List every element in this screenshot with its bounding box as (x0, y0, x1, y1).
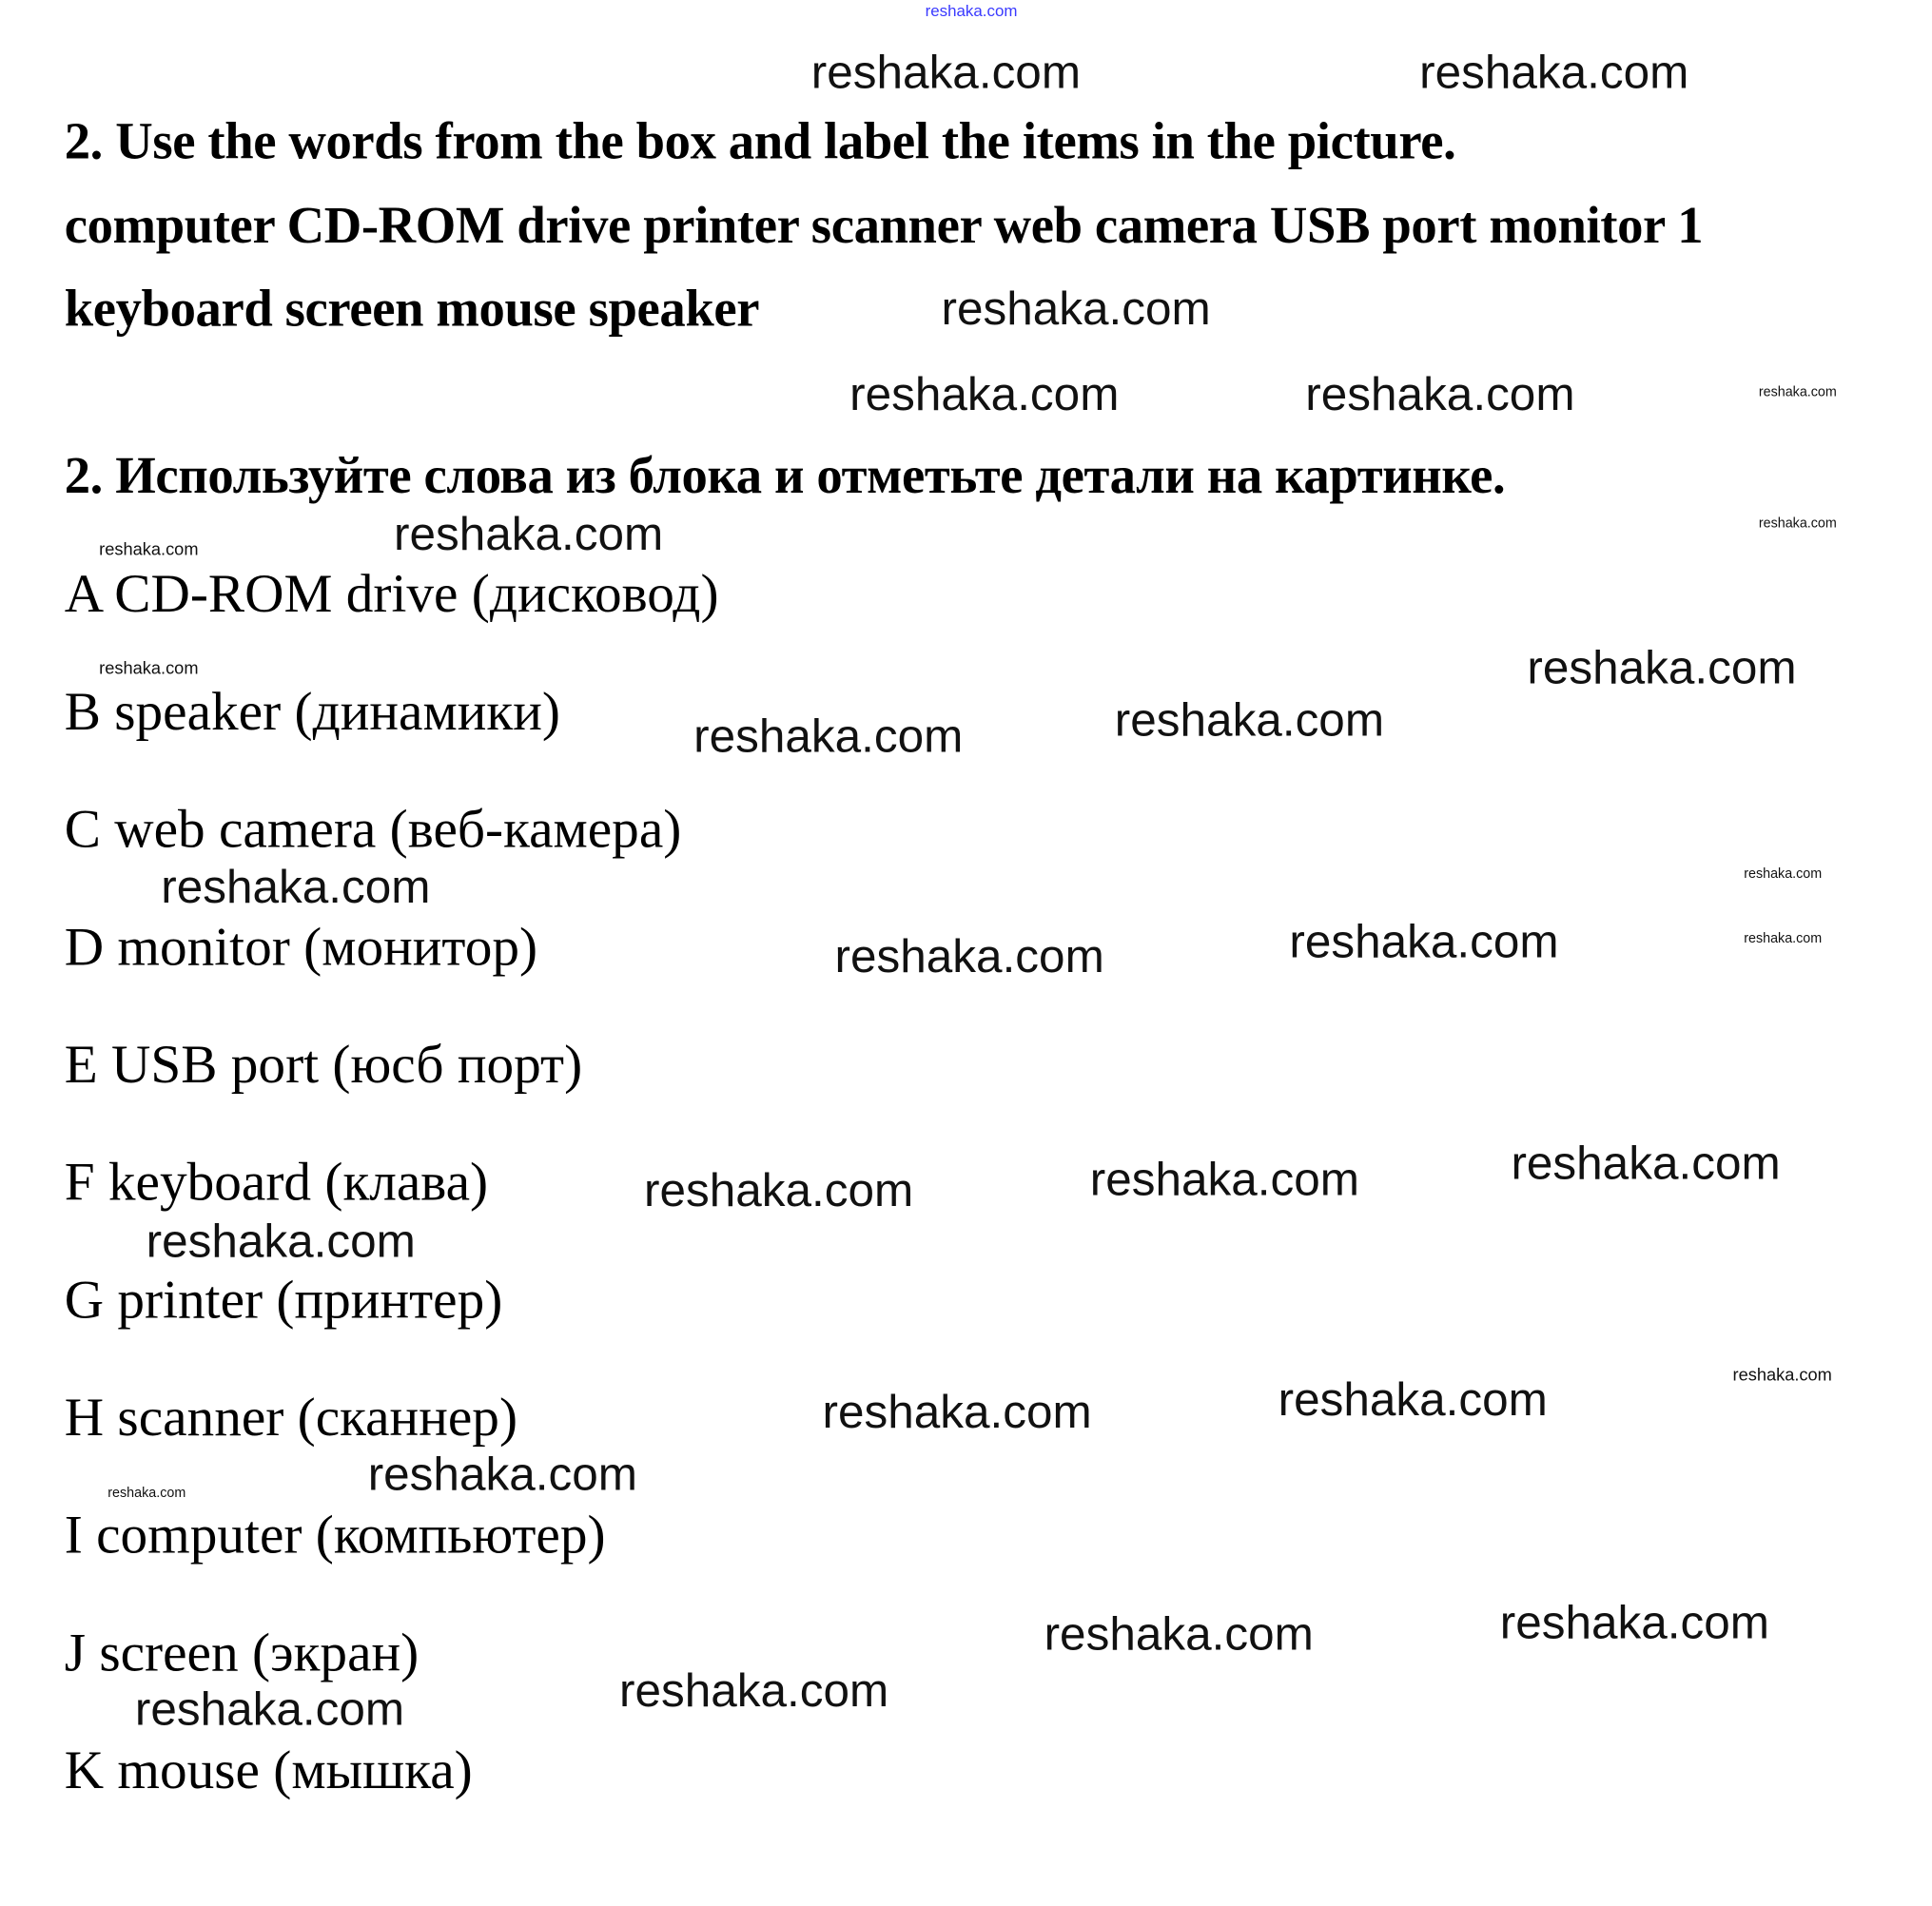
word-box-line-2: keyboard screen mouse speaker (64, 281, 760, 339)
watermark: reshaka.com (1089, 1154, 1360, 1207)
answer-item: E USB port (юсб порт) (64, 1034, 583, 1095)
watermark: reshaka.com (134, 1683, 405, 1737)
answer-item: F keyboard (клава) (64, 1151, 489, 1213)
watermark-small: reshaka.com (99, 538, 199, 559)
answer-item: C web camera (веб-камера) (64, 798, 682, 860)
watermark: reshaka.com (693, 710, 964, 764)
watermark: reshaka.com (394, 509, 664, 561)
answer-item: D monitor (монитор) (64, 916, 538, 978)
task-title-en: 2. Use the words from the box and label the items in the picture. (64, 113, 1456, 171)
watermark-small: reshaka.com (1758, 384, 1837, 400)
task-title-ru: 2. Используйте слова из блока и отметьте детали на картинке. (64, 448, 1506, 506)
watermark: reshaka.com (1511, 1138, 1781, 1191)
watermark: reshaka.com (1527, 642, 1797, 695)
answer-item: J screen (экран) (64, 1622, 420, 1683)
watermark: reshaka.com (367, 1449, 637, 1502)
watermark: reshaka.com (834, 931, 1104, 983)
answer-item: A CD-ROM drive (дисковод) (64, 563, 719, 625)
watermark-small: reshaka.com (1758, 515, 1837, 532)
answer-item: K mouse (мышка) (64, 1740, 473, 1801)
watermark-small: reshaka.com (1732, 1364, 1832, 1385)
watermark: reshaka.com (1114, 694, 1385, 748)
watermark-small: reshaka.com (1744, 866, 1823, 883)
watermark-small: reshaka.com (1744, 931, 1823, 946)
watermark: reshaka.com (619, 1665, 889, 1718)
answer-item: I computer (компьютер) (64, 1504, 606, 1566)
watermark: reshaka.com (941, 283, 1211, 336)
watermark: reshaka.com (1305, 368, 1575, 421)
answer-item: G printer (принтер) (64, 1269, 503, 1331)
word-box-line-1: computer CD-ROM drive printer scanner web camera USB port monitor 1 (64, 198, 1704, 256)
answer-item: B speaker (динамики) (64, 681, 560, 742)
watermark: reshaka.com (1499, 1597, 1769, 1650)
watermark: reshaka.com (146, 1216, 416, 1269)
watermark: reshaka.com (161, 862, 431, 914)
watermark: reshaka.com (1278, 1374, 1548, 1427)
watermark: reshaka.com (1044, 1608, 1314, 1661)
header-watermark: reshaka.com (925, 1, 1018, 20)
watermark: reshaka.com (644, 1165, 914, 1217)
watermark: reshaka.com (849, 368, 1120, 421)
answer-item: H scanner (сканнер) (64, 1387, 518, 1449)
watermark: reshaka.com (822, 1387, 1092, 1439)
watermark: reshaka.com (1419, 47, 1689, 100)
watermark-small: reshaka.com (99, 657, 199, 678)
watermark: reshaka.com (1289, 916, 1559, 969)
watermark: reshaka.com (810, 47, 1082, 100)
watermark-small: reshaka.com (107, 1486, 186, 1502)
